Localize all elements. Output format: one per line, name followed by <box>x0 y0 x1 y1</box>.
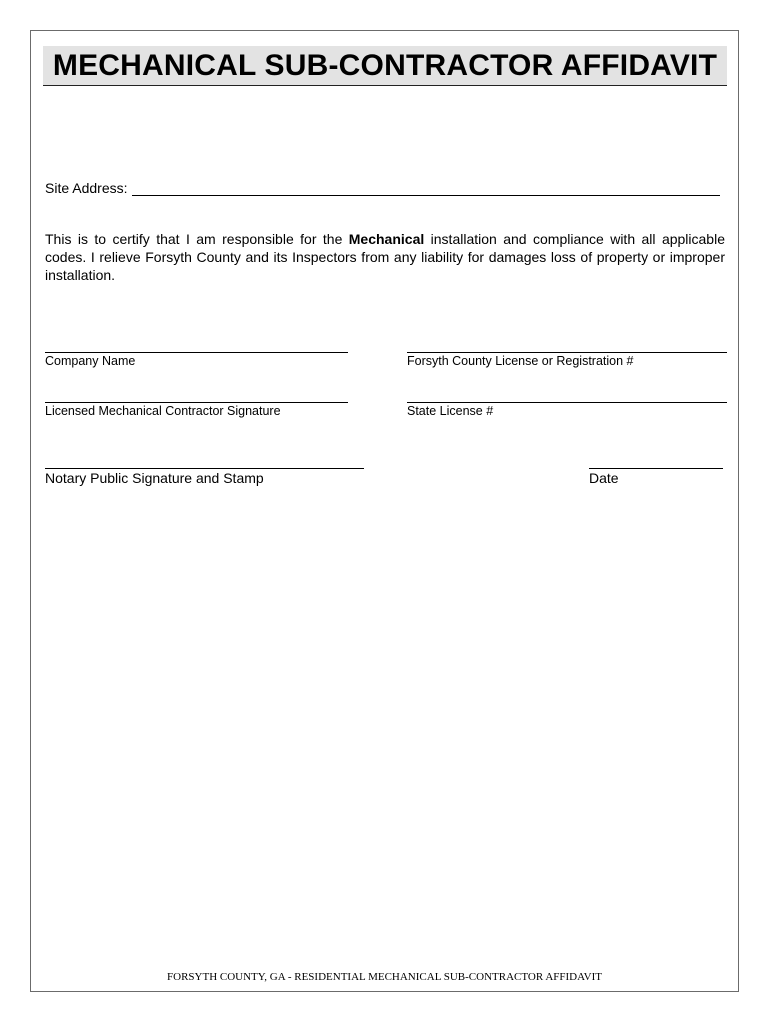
date-field[interactable] <box>589 468 723 469</box>
notary-signature-field[interactable] <box>45 468 364 469</box>
state-license-field[interactable] <box>407 402 727 403</box>
contractor-signature-label: Licensed Mechanical Contractor Signature <box>45 404 281 418</box>
site-address-row <box>45 176 720 196</box>
company-name-field[interactable] <box>45 352 348 353</box>
certification-emphasis: Mechanical <box>348 231 425 247</box>
certification-text-before: This is to certify that I am responsible for the <box>45 231 349 247</box>
certification-paragraph <box>45 230 725 284</box>
page-footer: FORSYTH COUNTY, GA - RESIDENTIAL MECHANICAL SUB-CONTRACTOR AFFIDAVIT <box>167 971 602 983</box>
county-license-field[interactable] <box>407 352 727 353</box>
date-label: Date <box>589 470 619 486</box>
contractor-signature-field[interactable] <box>45 402 348 403</box>
document-title: MECHANICAL SUB-CONTRACTOR AFFIDAVIT <box>52 48 718 82</box>
notary-label: Notary Public Signature and Stamp <box>45 470 264 486</box>
title-banner <box>43 46 727 86</box>
company-name-label: Company Name <box>45 354 136 368</box>
certification-text-after: installation and compliance with all applicable codes. I relieve Forsyth County and its Inspectors from any liability for damages loss of property or improper installation. <box>45 231 725 283</box>
state-license-label: State License # <box>407 404 494 418</box>
county-license-label: Forsyth County License or Registration # <box>407 354 634 368</box>
site-address-label: Site Address: <box>45 180 128 196</box>
page-border <box>30 30 739 992</box>
site-address-field[interactable] <box>132 179 721 196</box>
